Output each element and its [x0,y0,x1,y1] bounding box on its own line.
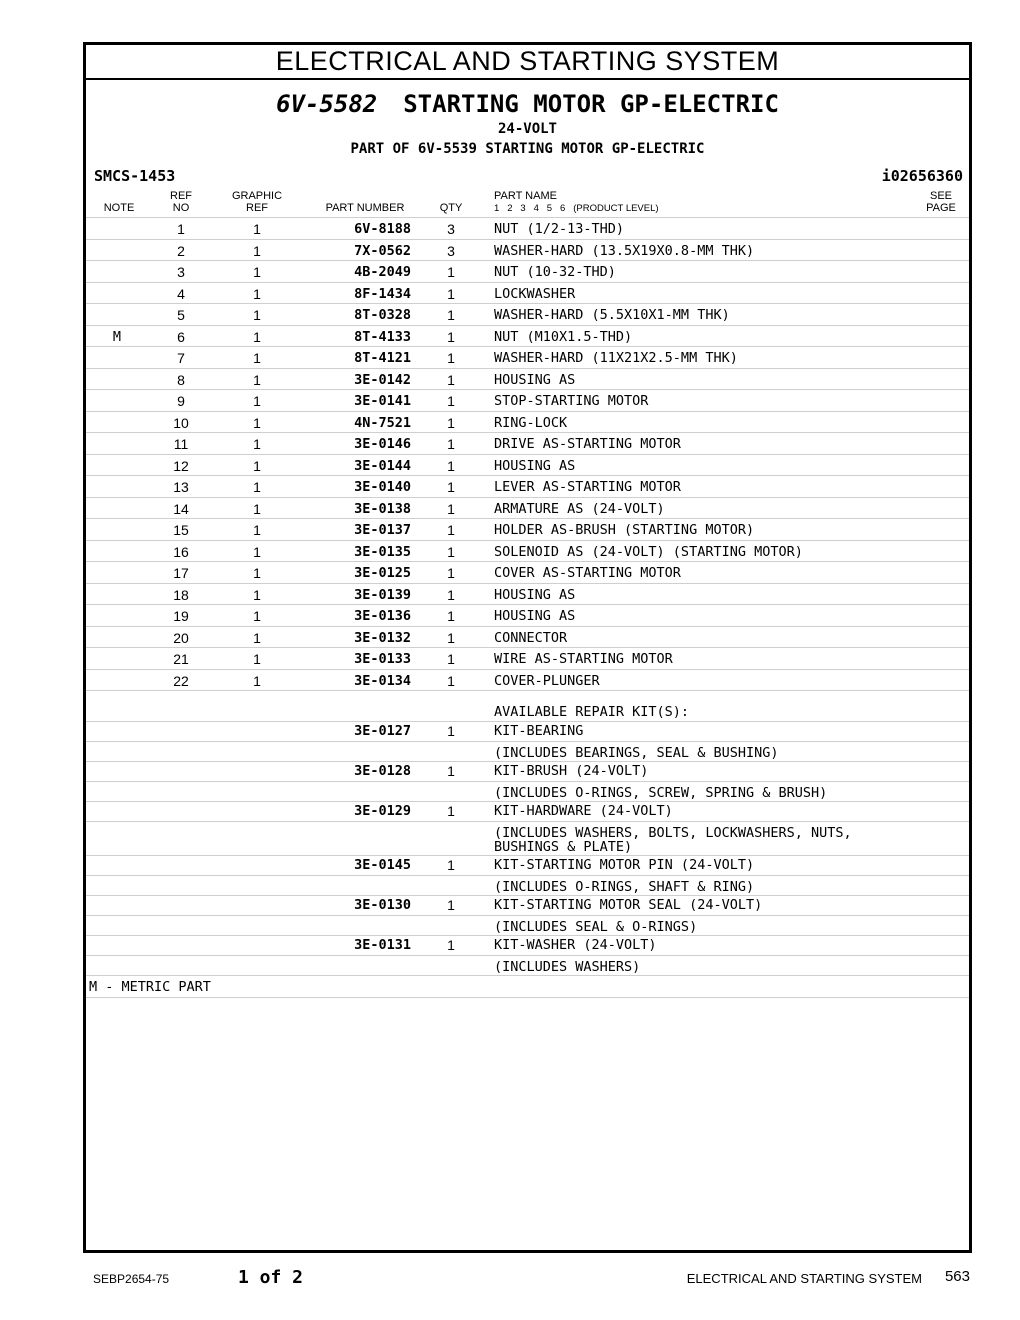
graphic-ref-cell: 1 [253,242,261,259]
smcs-code: SMCS-1453 [94,167,176,185]
part-name-cell: HOUSING AS [494,586,576,603]
part-number-cell: 3E-0138 [354,500,411,517]
part-number-cell: 3E-0133 [354,651,411,667]
footnote-text: M - METRIC PART [89,979,211,995]
col-ref-top: REF [170,190,192,202]
part-number-cell: 3E-0132 [354,629,411,646]
part-name-cell: HOUSING AS [494,371,576,388]
part-name-cell: DRIVE AS-STARTING MOTOR [494,436,681,452]
qty-cell: 1 [447,436,455,452]
kit-qty: 1 [447,723,455,739]
qty-cell: 1 [447,414,455,431]
col-part-number: PART NUMBER [325,202,405,214]
qty-cell: 1 [447,672,455,689]
part-name-cell: CONNECTOR [494,629,568,646]
part-name-cell: WASHER-HARD (5.5X10X1-MM THK) [494,307,730,323]
graphic-ref-cell: 1 [253,457,261,474]
part-number-cell: 3E-0136 [354,608,411,624]
kit-includes: (INCLUDES WASHERS) [494,959,641,975]
part-name-cell: SOLENOID AS (24-VOLT) (STARTING MOTOR) [494,543,803,560]
kit-qty: 1 [447,857,455,873]
part-name-cell: COVER AS-STARTING MOTOR [494,565,681,581]
qty-cell: 1 [447,393,455,409]
ref-no-cell: 19 [173,608,189,624]
qty-cell: 1 [447,651,455,667]
qty-cell: 1 [447,586,455,603]
group-voltage: 24-VOLT [497,121,557,137]
qty-cell: 1 [447,457,455,474]
table-row [86,303,969,325]
kit-name: KIT-STARTING MOTOR SEAL (24-VOLT) [494,897,763,913]
table-row [86,432,969,454]
kit-includes-row [86,781,969,801]
ref-no-cell: 22 [173,672,189,689]
qty-cell: 1 [447,328,455,345]
part-name-cell: WASHER-HARD (11X21X2.5-MM THK) [494,350,738,366]
ref-no-cell: 5 [177,307,185,323]
table-row [86,583,969,605]
part-number-cell: 7X-0562 [354,242,411,259]
part-name-cell: LOCKWASHER [494,285,576,302]
part-name-cell: ARMATURE AS (24-VOLT) [494,500,665,517]
qty-cell: 1 [447,264,455,280]
col-note: NOTE [103,202,135,214]
table-row [86,454,969,476]
ref-no-cell: 15 [173,522,189,538]
qty-cell: 1 [447,565,455,581]
table-row [86,604,969,626]
kit-part-number: 3E-0127 [354,723,411,739]
part-name-cell: RING-LOCK [494,414,568,431]
graphic-ref-cell: 1 [253,264,261,280]
footnote-row [86,975,969,997]
table-row [86,368,969,390]
part-number-cell: 8T-0328 [354,307,411,323]
kit-includes: (INCLUDES WASHERS, BOLTS, LOCKWASHERS, NUTS, [494,825,852,841]
ref-no-cell: 7 [177,350,185,366]
part-number-cell: 4N-7521 [354,414,411,431]
column-headers [86,191,969,217]
kit-part-number: 3E-0129 [354,803,411,819]
part-number-cell: 8T-4121 [354,350,411,366]
ref-no-cell: 9 [177,393,185,409]
qty-cell: 1 [447,522,455,538]
col-graphic-top: GRAPHIC [231,190,283,202]
kit-name: KIT-HARDWARE (24-VOLT) [494,803,673,819]
ref-no-cell: 18 [173,586,189,603]
part-name-cell: LEVER AS-STARTING MOTOR [494,479,681,495]
graphic-ref-cell: 1 [253,608,261,624]
part-number-cell: 3E-0146 [354,436,411,452]
part-number-cell: 3E-0137 [354,522,411,538]
qty-cell: 1 [447,479,455,495]
kit-includes: (INCLUDES SEAL & O-RINGS) [494,919,698,935]
graphic-ref-cell: 1 [253,565,261,581]
graphic-ref-cell: 1 [253,479,261,495]
graphic-ref-cell: 1 [253,414,261,431]
qty-cell: 1 [447,543,455,560]
qty-cell: 1 [447,350,455,366]
kit-name: KIT-STARTING MOTOR PIN (24-VOLT) [494,857,755,873]
ref-no-cell: 3 [177,264,185,280]
part-number-cell: 3E-0134 [354,672,411,689]
graphic-ref-cell: 1 [253,543,261,560]
kit-qty: 1 [447,897,455,913]
ref-no-cell: 14 [173,500,189,517]
section-title: ELECTRICAL AND STARTING SYSTEM [86,45,969,80]
part-name-cell: COVER-PLUNGER [494,672,600,689]
kit-includes-row [86,955,969,975]
kit-name: KIT-BEARING [494,723,584,739]
spacer-row [86,690,969,703]
graphic-ref-cell: 1 [253,586,261,603]
parts-page-frame [83,42,972,1253]
table-row [86,626,969,648]
part-number-cell: 8T-4133 [354,328,411,345]
table-row [86,497,969,519]
kit-row [86,761,969,781]
kit-name: KIT-BRUSH (24-VOLT) [494,763,649,779]
graphic-ref-cell: 1 [253,393,261,409]
kit-row [86,895,969,915]
graphic-ref-cell: 1 [253,522,261,538]
table-row [86,325,969,347]
part-number-cell: 3E-0140 [354,479,411,495]
qty-cell: 1 [447,500,455,517]
kit-row [86,935,969,955]
table-row [86,561,969,583]
table-row [86,540,969,562]
kit-qty: 1 [447,937,455,953]
ref-no-cell: 6 [177,328,185,345]
col-part-name: PART NAME [494,190,557,202]
graphic-ref-cell: 1 [253,672,261,689]
qty-cell: 1 [447,371,455,388]
kits-heading-row [86,703,969,721]
graphic-ref-cell: 1 [253,350,261,366]
kit-row [86,801,969,821]
col-graphic-bottom: REF [246,202,268,214]
kit-qty: 1 [447,803,455,819]
col-qty: QTY [439,202,463,214]
part-number-cell: 8F-1434 [354,285,411,302]
page-number: 563 [944,1268,970,1285]
doc-number: SEBP2654-75 [93,1272,170,1286]
kit-includes: (INCLUDES O-RINGS, SCREW, SPRING & BRUSH) [494,785,828,801]
part-name-cell: HOUSING AS [494,457,576,474]
graphic-ref-cell: 1 [253,629,261,646]
kit-part-number: 3E-0130 [354,897,411,913]
part-name-cell: NUT (10-32-THD) [494,264,616,280]
ref-no-cell: 1 [177,221,185,237]
kit-includes-row [86,821,969,855]
part-number-cell: 3E-0125 [354,565,411,581]
table-row [86,669,969,691]
ref-no-cell: 11 [173,436,189,452]
ref-no-cell: 12 [173,457,189,474]
part-number-cell: 4B-2049 [354,264,411,280]
part-number-cell: 3E-0142 [354,371,411,388]
ref-no-cell: 17 [173,565,189,581]
ref-no-cell: 16 [173,543,189,560]
kit-row [86,721,969,741]
document-id: i02656360 [881,167,963,185]
kits-heading: AVAILABLE REPAIR KIT(S): [494,704,690,720]
part-number-cell: 3E-0141 [354,393,411,409]
kit-includes-row [86,915,969,935]
table-row [86,411,969,433]
part-name-cell: HOUSING AS [494,608,576,624]
ref-no-cell: 8 [177,371,185,388]
graphic-ref-cell: 1 [253,328,261,345]
table-row [86,239,969,261]
graphic-ref-cell: 1 [253,651,261,667]
note-cell: M [112,328,122,345]
col-see-bottom: PAGE [926,202,956,214]
kit-includes-row [86,875,969,895]
kit-part-number: 3E-0128 [354,763,411,779]
qty-cell: 1 [447,629,455,646]
part-name-cell: NUT (1/2-13-THD) [494,221,625,237]
graphic-ref-cell: 1 [253,307,261,323]
page-of: 1 of 2 [238,1267,304,1288]
group-part-of: PART OF 6V-5539 STARTING MOTOR GP-ELECTRIC [350,141,705,157]
graphic-ref-cell: 1 [253,285,261,302]
parts-table [86,217,969,998]
table-row [86,260,969,282]
graphic-ref-cell: 1 [253,436,261,452]
table-row [86,389,969,411]
table-row [86,217,969,239]
ref-no-cell: 10 [173,414,189,431]
qty-cell: 3 [447,242,455,259]
part-name-cell: HOLDER AS-BRUSH (STARTING MOTOR) [494,522,755,538]
table-row [86,282,969,304]
col-ref-bottom: NO [172,202,190,214]
qty-cell: 3 [447,221,455,237]
kit-includes-continued: BUSHINGS & PLATE) [494,839,633,855]
part-name-cell: NUT (M10X1.5-THD) [494,328,633,345]
ref-no-cell: 2 [177,242,185,259]
kit-name: KIT-WASHER (24-VOLT) [494,937,657,953]
graphic-ref-cell: 1 [253,500,261,517]
group-part-number: 6V-5582 [276,90,378,118]
part-number-cell: 6V-8188 [354,221,411,237]
kit-includes-row [86,741,969,761]
col-product-level: 1 2 3 4 5 6 (PRODUCT LEVEL) [494,203,659,214]
table-end-line [86,997,969,998]
kit-includes: (INCLUDES O-RINGS, SHAFT & RING) [494,879,755,895]
group-heading [86,91,969,159]
kit-row [86,855,969,875]
qty-cell: 1 [447,608,455,624]
part-number-cell: 3E-0144 [354,457,411,474]
ref-no-cell: 20 [173,629,189,646]
group-name: STARTING MOTOR GP-ELECTRIC [403,90,779,118]
qty-cell: 1 [447,285,455,302]
table-row [86,518,969,540]
graphic-ref-cell: 1 [253,221,261,237]
kit-includes: (INCLUDES BEARINGS, SEAL & BUSHING) [494,745,779,761]
kit-qty: 1 [447,763,455,779]
kit-part-number: 3E-0145 [354,857,411,873]
part-name-cell: STOP-STARTING MOTOR [494,393,649,409]
qty-cell: 1 [447,307,455,323]
footer-section: ELECTRICAL AND STARTING SYSTEM [686,1271,922,1286]
part-number-cell: 3E-0139 [354,586,411,603]
part-name-cell: WIRE AS-STARTING MOTOR [494,651,673,667]
table-row [86,475,969,497]
table-row [86,346,969,368]
part-name-cell: WASHER-HARD (13.5X19X0.8-MM THK) [494,242,755,259]
ref-no-cell: 13 [173,479,189,495]
table-row [86,647,969,669]
kit-part-number: 3E-0131 [354,937,411,953]
ref-no-cell: 4 [177,285,185,302]
ref-no-cell: 21 [173,651,189,667]
part-number-cell: 3E-0135 [354,543,411,560]
col-see-top: SEE [929,190,952,202]
graphic-ref-cell: 1 [253,371,261,388]
